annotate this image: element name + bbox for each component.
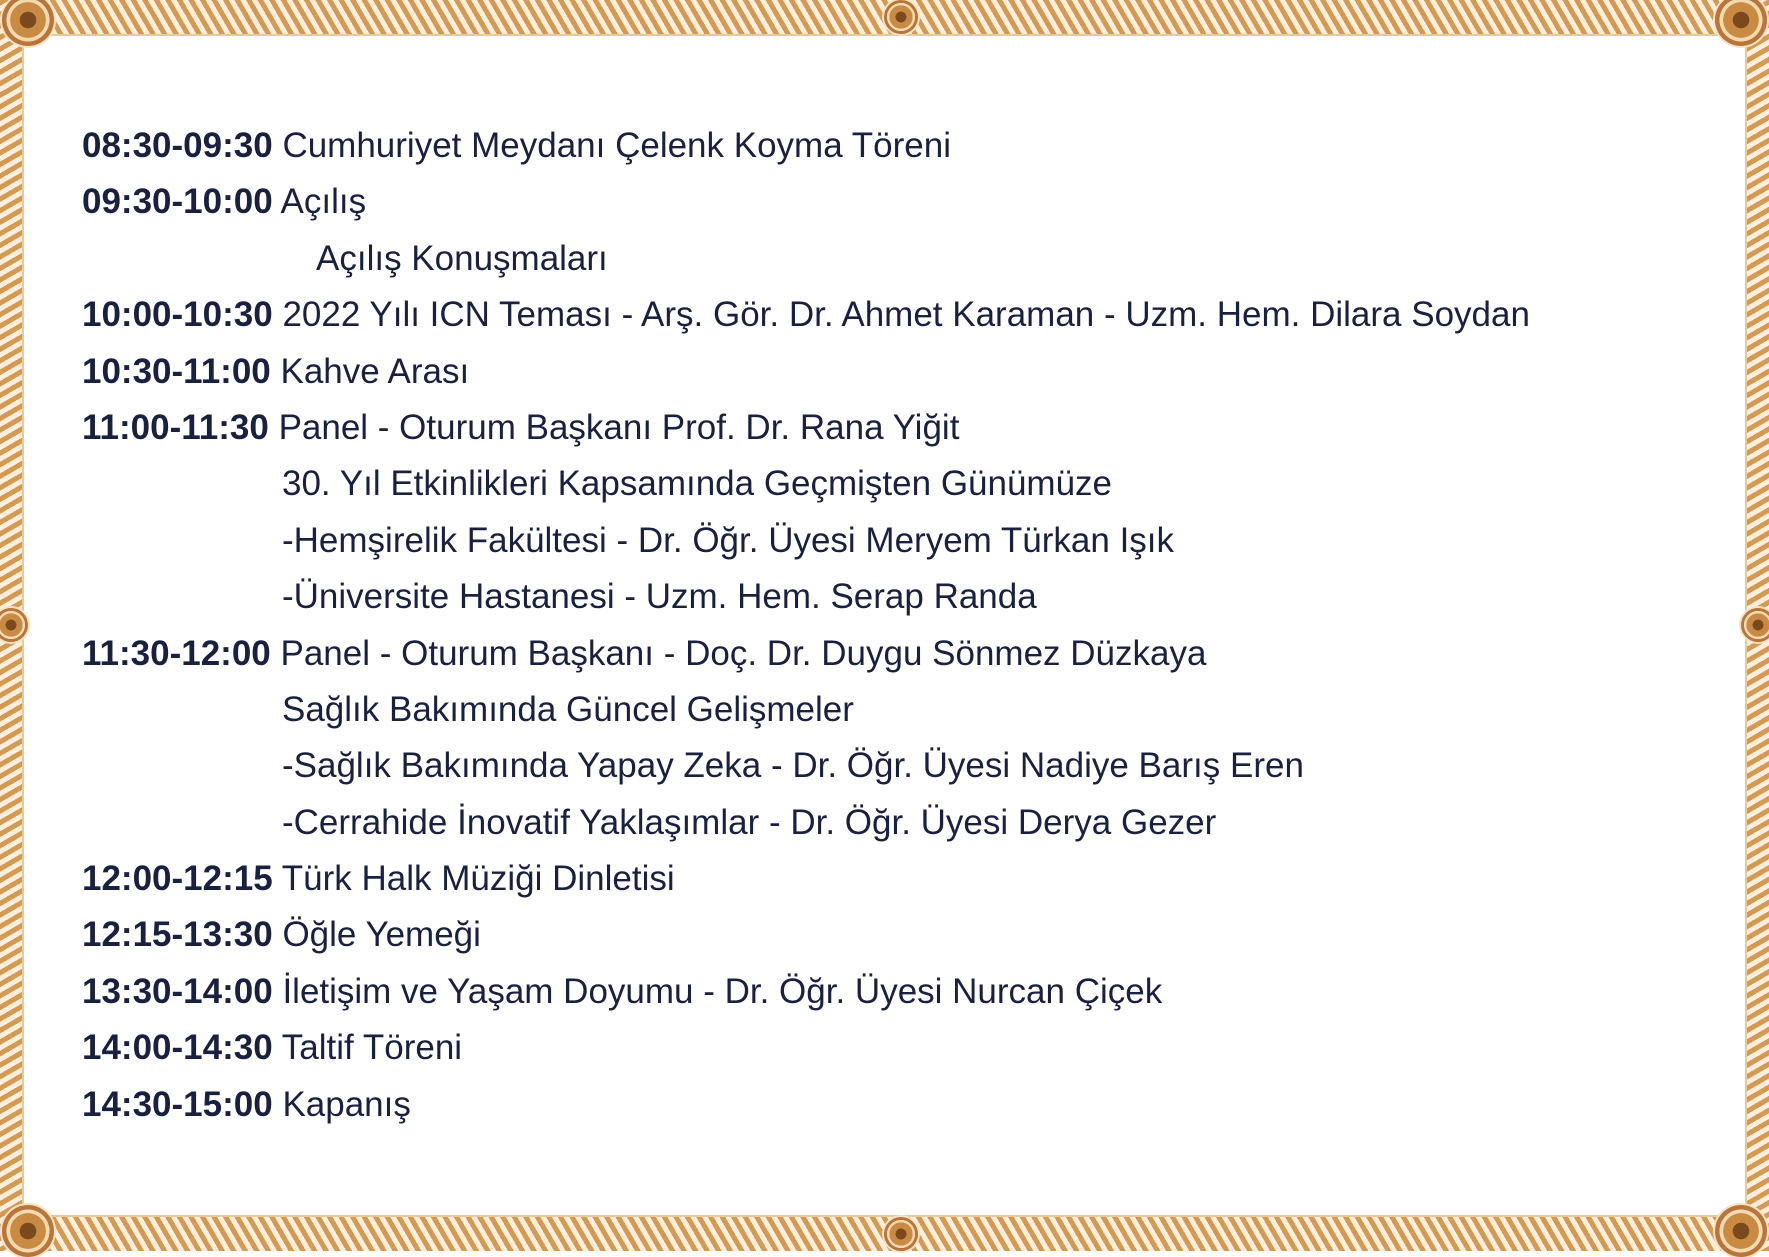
schedule-text: Açılış: [280, 182, 367, 222]
schedule-text: 2022 Yılı ICN Teması - Arş. Gör. Dr. Ahmet Karaman - Uzm. Hem. Dilara Soydan: [282, 295, 1530, 335]
corner-rosette-icon: [2, 1205, 54, 1257]
edge-rosette-icon: [1741, 608, 1769, 642]
schedule-text: Sağlık Bakımında Güncel Gelişmeler: [282, 689, 854, 729]
schedule-time: 12:00-12:15: [82, 859, 273, 899]
schedule-row: [82, 400, 1722, 456]
schedule-subrow: [82, 569, 1722, 625]
schedule-time: 10:30-11:00: [82, 351, 271, 391]
schedule-text: Kapanış: [282, 1084, 411, 1124]
edge-rosette-icon: [884, 1217, 918, 1251]
schedule-subrow: [82, 513, 1722, 569]
schedule-text: -Sağlık Bakımında Yapay Zeka - Dr. Öğr. Üyesi Nadiye Barış Eren: [282, 746, 1304, 786]
schedule-row: [82, 118, 1722, 174]
schedule-subrow: [82, 456, 1722, 512]
schedule-text: -Cerrahide İnovatif Yaklaşımlar - Dr. Öğr. Üyesi Derya Gezer: [282, 802, 1217, 842]
schedule-time: 11:30-12:00: [82, 633, 271, 673]
schedule-subrow: [82, 682, 1722, 738]
schedule-subrow: [82, 795, 1722, 851]
schedule-row: [82, 1020, 1722, 1076]
schedule-text: Kahve Arası: [280, 351, 470, 391]
schedule-row: [82, 1077, 1722, 1133]
schedule-text: Cumhuriyet Meydanı Çelenk Koyma Töreni: [282, 126, 951, 165]
schedule-time: 08:30-09:30: [82, 126, 273, 165]
schedule-row: [82, 287, 1722, 343]
schedule-time: 09:30-10:00: [82, 182, 273, 222]
corner-rosette-icon: [1715, 1205, 1767, 1257]
schedule-time: 14:30-15:00: [82, 1084, 273, 1124]
schedule-text: -Üniversite Hastanesi - Uzm. Hem. Serap Randa: [282, 577, 1037, 617]
schedule-time: 11:00-11:30: [82, 407, 269, 447]
schedule-text: Öğle Yemeği: [282, 915, 481, 955]
schedule-subrow: [82, 231, 1722, 287]
schedule-time: 10:00-10:30: [82, 295, 273, 335]
schedule-text: İletişim ve Yaşam Doyumu - Dr. Öğr. Üyesi Nurcan Çiçek: [282, 971, 1163, 1011]
schedule-text: 30. Yıl Etkinlikleri Kapsamında Geçmişten Günümüze: [282, 464, 1113, 504]
schedule-text: Açılış Konuşmaları: [316, 238, 608, 278]
schedule-list: [82, 118, 1722, 1133]
edge-rosette-icon: [884, 0, 918, 34]
schedule-row: [82, 964, 1722, 1020]
schedule-time: 13:30-14:00: [82, 971, 273, 1011]
schedule-subrow: [82, 738, 1722, 794]
schedule-row: [82, 626, 1722, 682]
schedule-text: Panel - Oturum Başkanı Prof. Dr. Rana Yiğit: [278, 407, 960, 447]
schedule-time: 12:15-13:30: [82, 915, 273, 955]
schedule-time: 14:00-14:30: [82, 1028, 273, 1068]
corner-rosette-icon: [2, 0, 54, 46]
schedule-text: Türk Halk Müziği Dinletisi: [281, 859, 675, 899]
schedule-text: Panel - Oturum Başkanı - Doç. Dr. Duygu Sönmez Düzkaya: [280, 633, 1207, 673]
schedule-row: [82, 344, 1722, 400]
schedule-row: [82, 907, 1722, 963]
schedule-text: Taltif Töreni: [281, 1028, 463, 1068]
schedule-row: [82, 174, 1722, 230]
schedule-text: -Hemşirelik Fakültesi - Dr. Öğr. Üyesi Meryem Türkan Işık: [282, 520, 1175, 560]
schedule-row: [82, 851, 1722, 907]
